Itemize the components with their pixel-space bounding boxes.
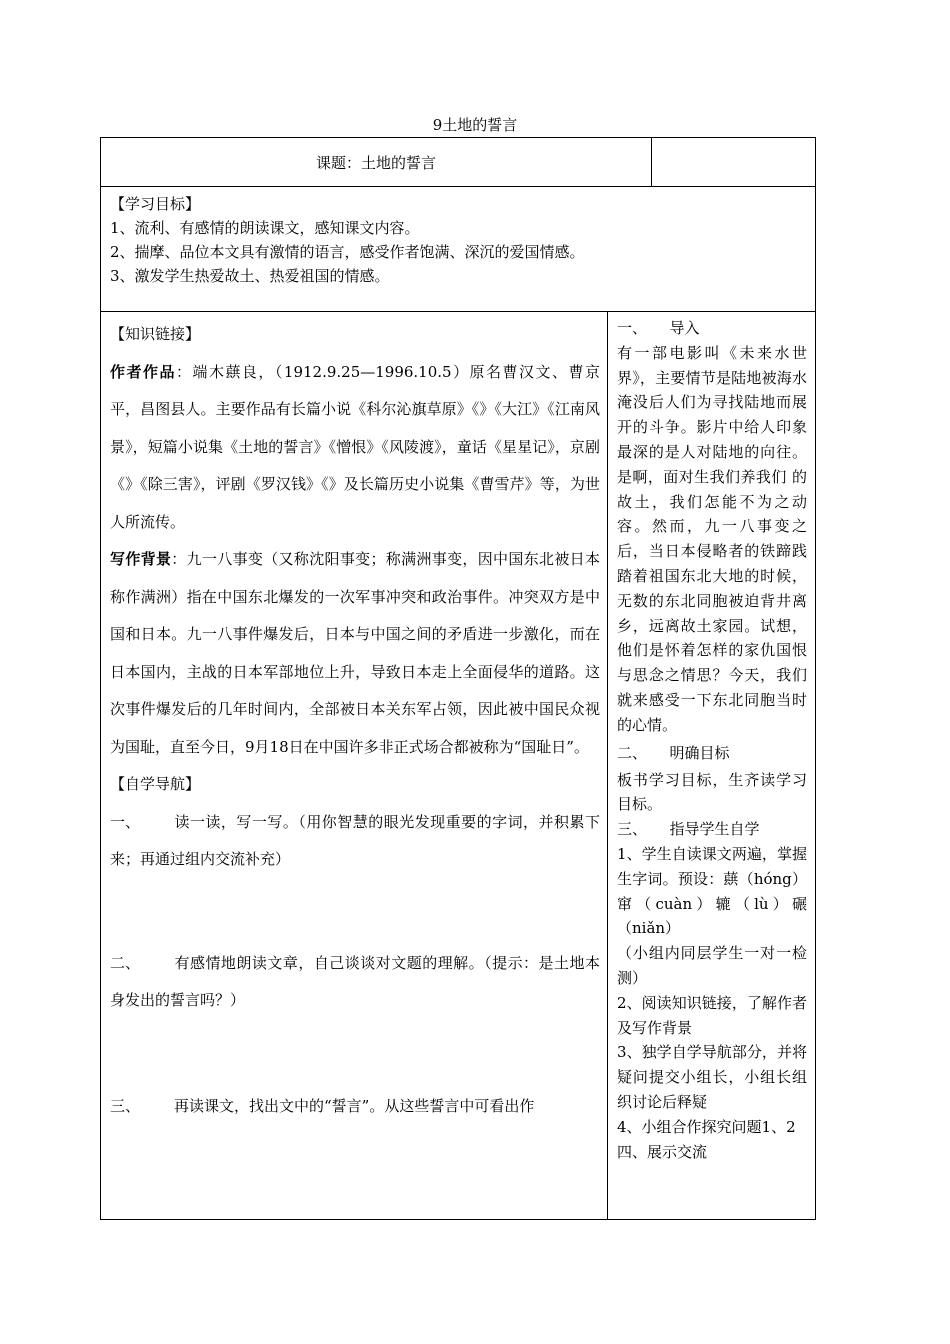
section-1-title: 一、 导入 — [617, 319, 700, 337]
teaching-process — [617, 316, 807, 1164]
section-3-item: 2、阅读知识链接，了解作者及写作背景 — [617, 993, 807, 1037]
section-3-item: 4、小组合作探究问题1、2 — [617, 1117, 796, 1136]
section-3-item: 3、独学自学导航部分，并将疑问提交小组长，小组长组织讨论后释疑 — [617, 1043, 807, 1111]
topic-side-cell — [651, 137, 816, 187]
section-3-title: 三、 指导学生自学 — [617, 820, 760, 839]
goals-heading: 【学习目标】 — [110, 195, 201, 213]
background-label: 写作背景 — [110, 550, 172, 568]
question-number: 三、 — [110, 1096, 141, 1115]
author-paragraph — [110, 354, 600, 542]
topic-title: 课题：土地的誓言 — [315, 154, 436, 172]
background-paragraph — [110, 541, 600, 766]
section-3-item: （小组内同层学生一对一检测） — [617, 944, 807, 987]
learning-goals — [110, 192, 807, 288]
answer-space — [110, 1020, 600, 1088]
goal-item: 2、揣摩、品位本文具有激情的语言，感受作者饱满、深沉的爱国情感。 — [110, 243, 585, 261]
knowledge-heading: 【知识链接】 — [110, 325, 201, 343]
author-label: 作者作品 — [110, 362, 176, 381]
section-2-title: 二、 明确目标 — [617, 743, 730, 762]
question-number: 二、 — [110, 953, 141, 972]
section-4-title: 四、展示交流 — [617, 1142, 708, 1161]
selfstudy-question-2 — [110, 945, 600, 1020]
author-text: ：端木蕻良，（1912.9.25—1996.10.5）原名曹汉文、曹京平，昌图县人。主要作品有长篇小说《科尔沁旗草原》《》《大江》《江南风景》，短篇小说集《土地的誓言》《憎恨》《风陵渡》，童话《星星记》，京剧《》《除三害》，评剧《罗汉钱》《》及长篇历史小说集《曹雪芹》等，为世人所流传。 — [110, 362, 600, 531]
document-title: 9土地的誓言 — [432, 116, 518, 134]
question-text: 读一读，写一写。（用你智慧的眼光发现重要的字词，并积累下来；再通过组内交流补充） — [110, 812, 600, 868]
topic-cell — [100, 137, 652, 187]
selfstudy-question-1 — [110, 804, 600, 879]
section-2-text: 板书学习目标，生齐读学习目标。 — [617, 770, 807, 814]
study-material-cell — [100, 311, 608, 1220]
selfstudy-question-3 — [110, 1088, 600, 1126]
goal-item: 1、流利、有感情的朗读课文，感知课文内容。 — [110, 219, 420, 237]
section-3-item: 1、学生自读课文两遍，掌握生字词。预设：蕻（hóng）窜（cuàn）辘（lù）碾（niǎn） — [617, 844, 807, 938]
question-number: 一、 — [110, 812, 141, 831]
learning-goals-cell — [100, 186, 816, 312]
selfstudy-heading: 【自学导航】 — [110, 775, 201, 793]
teaching-process-cell — [607, 311, 816, 1220]
section-1-text: 有一部电影叫《未来水世界》，主要情节是陆地被海水淹没后人们为寻找陆地而展开的斗争。影片中给人印象最深的是人对陆地的向往。是啊，面对生我们养我们 的故土，我们怎能不为之动容。然而，九一八事变之后，当日本侵略者的铁蹄践踏着祖国东北大地的时候，无数的东北同胞被迫背井离乡，远离故土家园。试想，他们是怀着怎样的家仇国恨与思念之情思？今天，我们就来感受一下东北同胞当时的心情。 — [617, 343, 807, 734]
answer-space — [110, 879, 600, 945]
question-text: 再读课文，找出文中的“誓言”。从这些誓言中可看出作 — [174, 1096, 535, 1115]
study-material — [110, 316, 600, 1125]
goal-item: 3、激发学生热爱故土、热爱祖国的情感。 — [110, 267, 390, 285]
question-text: 有感情地朗读文章，自己谈谈对文题的理解。（提示：是土地本身发出的誓言吗？） — [110, 953, 600, 1009]
background-text: ：九一八事变（又称沈阳事变；称满洲事变，因中国东北被日本称作满洲）指在中国东北爆发的一次军事冲突和政治事件。冲突双方是中国和日本。九一八事件爆发后，日本与中国之间的矛盾进一步激化，而在日本国内，主战的日本军部地位上升，导致日本走上全面侵华的道路。这次事件爆发后的几年时间内，全部被日本关东军占领，因此被中国民众视为国耻，直至今日，9月18日在中国许多非正式场合都被称为“国耻日”。 — [110, 550, 600, 756]
